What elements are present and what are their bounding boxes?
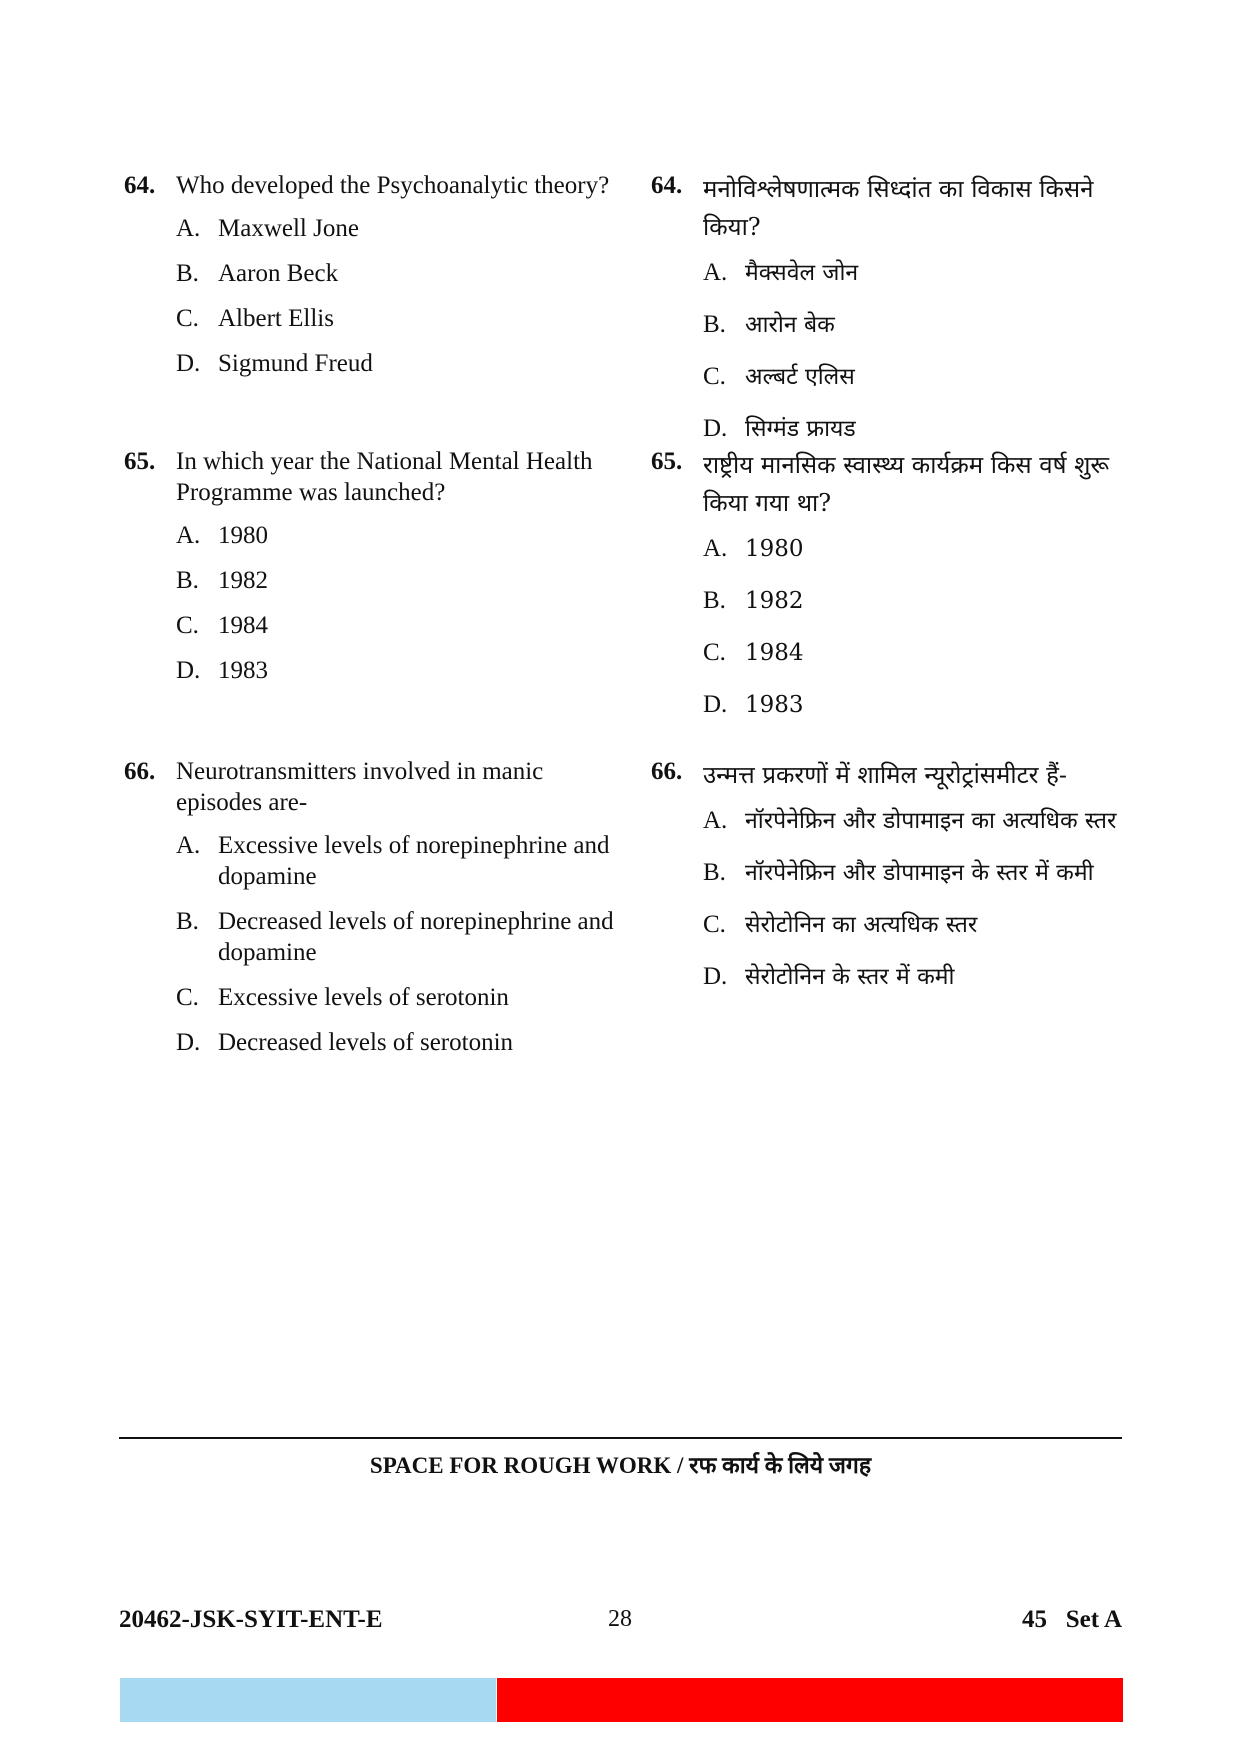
option-text: सेरोटोनिन के स्तर में कमी [745,964,955,990]
option-letter: C. [176,984,199,1011]
option-text: अल्बर्ट एलिस [745,364,855,390]
hindi-column [651,170,1131,996]
option-letter: B. [176,908,199,935]
question-64-hi [651,170,1131,446]
option-letter: C. [703,911,726,938]
question-text: In which year the National Mental Health Programme was launched? [176,448,593,506]
options-list [124,213,624,379]
option-d [703,410,1131,448]
option-letter: A. [176,522,201,549]
question-text: मनोविश्लेषणात्मक सिध्दांत का विकास किसने किया? [703,175,1094,241]
option-text: Maxwell Jone [218,215,359,242]
option-text: नॉरपेनेफ्रिन और डोपामाइन का अत्यधिक स्तर [745,808,1117,834]
english-column [124,170,624,1058]
option-text: नॉरपेनेफ्रिन और डोपामाइन के स्तर में कमी [745,860,1094,886]
option-text: Excessive levels of norepinephrine and dopamine [218,832,610,890]
option-letter: A. [176,832,201,859]
option-text: Excessive levels of serotonin [218,984,509,1011]
option-letter: D. [703,963,728,990]
option-text: 1983 [218,657,268,684]
option-letter: A. [176,215,201,242]
option-a [176,213,624,244]
footer-bar-red [497,1678,1123,1722]
option-c [176,982,624,1013]
question-number: 66. [124,758,156,785]
options-list [651,802,1131,996]
option-text: 1984 [218,612,268,639]
question-65-hi [651,446,1131,756]
question-66-hi [651,756,1131,996]
question-64-en [124,170,624,446]
option-text: Aaron Beck [218,260,339,287]
option-b [703,854,1131,892]
option-letter: D. [703,691,728,718]
option-text: मैक्सवेल जोन [745,260,859,286]
question-number: 66. [651,758,683,785]
option-letter: D. [703,415,728,442]
question-number: 64. [651,172,683,199]
option-letter: D. [176,657,201,684]
question-66-en [124,756,624,1058]
option-a [703,254,1131,292]
options-list [651,254,1131,448]
option-d [703,958,1131,996]
option-a [703,530,1131,568]
option-b [703,582,1131,620]
option-letter: B. [176,260,199,287]
question-text: Who developed the Psychoanalytic theory? [176,172,610,199]
option-a [176,520,624,551]
option-letter: C. [176,305,199,332]
question-number: 64. [124,172,156,199]
option-text: सिग्मंड फ्रायड [745,416,856,442]
question-text: उन्मत्त प्रकरणों में शामिल न्यूरोट्रांसमीटर हैं- [703,761,1067,789]
option-d [176,655,624,686]
option-text: Decreased levels of norepinephrine and dopamine [218,908,614,966]
page-number: 28 [608,1606,632,1632]
option-a [703,802,1131,840]
option-letter: A. [703,807,728,834]
option-text: सेरोटोनिन का अत्यधिक स्तर [745,912,978,938]
option-c [703,358,1131,396]
option-a [176,830,624,892]
option-letter: A. [703,535,728,562]
option-b [176,906,624,968]
option-text: 1982 [218,567,268,594]
option-letter: C. [703,363,726,390]
options-list [651,530,1131,724]
option-text: Decreased levels of serotonin [218,1029,514,1056]
option-text: 1984 [745,640,804,666]
question-number: 65. [651,448,683,475]
options-list [124,830,624,1058]
option-c [176,610,624,641]
question-text: Neurotransmitters involved in manic episodes are- [176,758,544,816]
option-text: Albert Ellis [218,305,334,332]
set-label: 45 Set A [1022,1606,1122,1633]
option-d [176,1027,624,1058]
option-letter: D. [176,1029,201,1056]
option-letter: B. [176,567,199,594]
option-c [176,303,624,334]
options-list [124,520,624,686]
option-d [176,348,624,379]
option-text: 1983 [745,692,804,718]
option-letter: D. [176,350,201,377]
option-d [703,686,1131,724]
option-letter: A. [703,259,728,286]
option-b [703,306,1131,344]
rough-work-label: SPACE FOR ROUGH WORK / रफ कार्य के लिये जगह [369,1453,872,1478]
option-letter: C. [176,612,199,639]
option-text: Sigmund Freud [218,350,373,377]
option-letter: B. [703,587,726,614]
option-c [703,634,1131,672]
option-letter: B. [703,859,726,886]
rough-work-divider [119,1437,1122,1439]
question-number: 65. [124,448,156,475]
option-text: 1980 [745,536,804,562]
option-text: 1982 [745,588,804,614]
question-text: राष्ट्रीय मानसिक स्वास्थ्य कार्यक्रम किस वर्ष शुरू किया गया था? [703,451,1110,517]
option-c [703,906,1131,944]
footer-bar-blue [120,1678,496,1722]
option-b [176,565,624,596]
option-letter: B. [703,311,726,338]
option-text: आरोन बेक [745,312,835,338]
question-65-en [124,446,624,756]
paper-code: 20462-JSK-SYIT-ENT-E [119,1606,383,1633]
option-letter: C. [703,639,726,666]
option-text: 1980 [218,522,268,549]
option-b [176,258,624,289]
